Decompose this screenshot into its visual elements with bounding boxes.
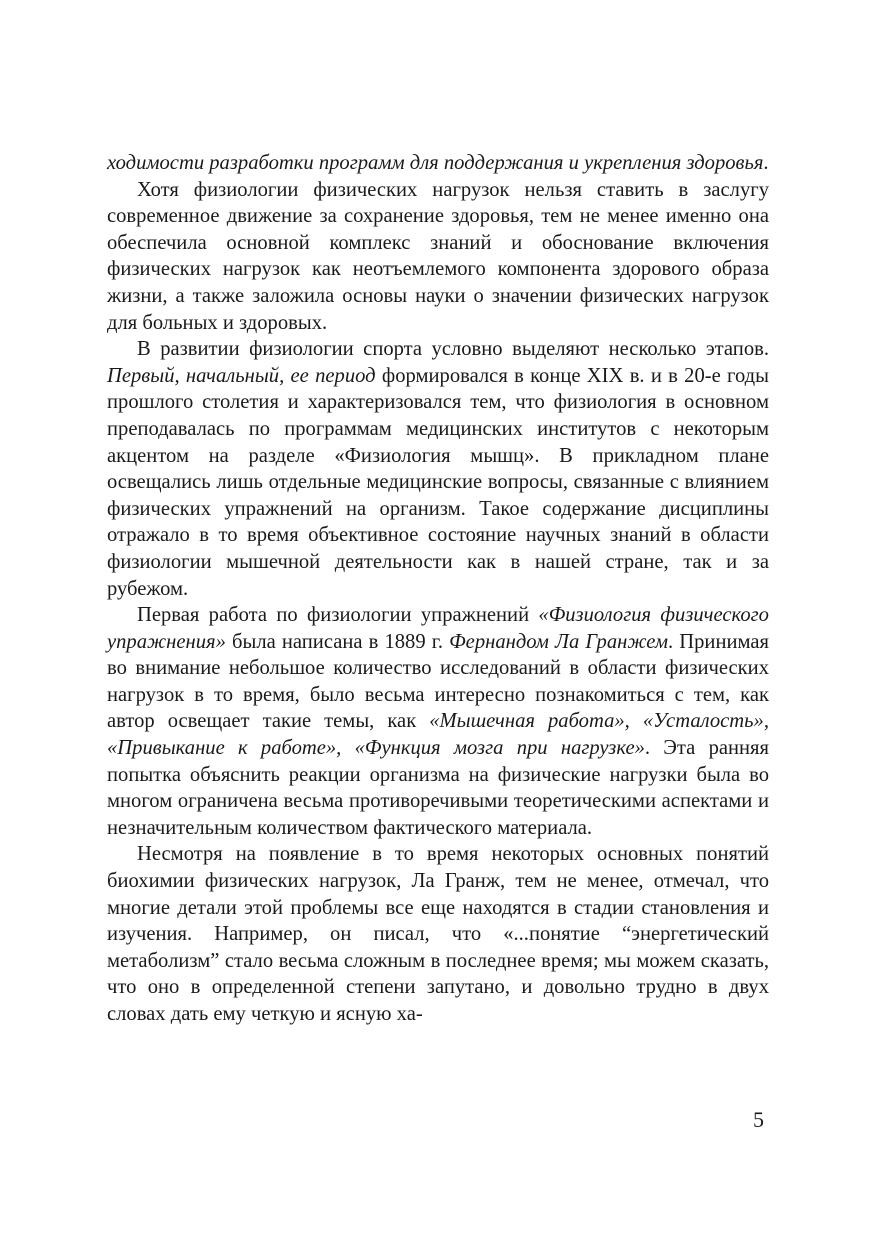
- paragraph-3-segment-1: В развитии физиологии спорта условно выделяют несколько этапов.: [137, 338, 769, 361]
- paragraph-4-segment-2: «Физиология физического упражнения»: [107, 604, 769, 653]
- paragraph-1-segment-2: .: [763, 152, 769, 174]
- paragraph-3: [107, 336, 769, 602]
- paragraph-1-segment-1: ходимости разработки программ для поддержания и укрепления здоровья: [107, 152, 764, 174]
- paragraph-4-segment-7: . Эта ранняя попытка объяснить реакции организма на физические нагрузки была во многом ограничена весьма противоречивыми теоретическими аспектами и незначительным количеством фактического материала.: [107, 737, 769, 839]
- paragraph-4-segment-3: была написана в 1889 г.: [225, 630, 450, 653]
- paragraph-5: [107, 841, 769, 1027]
- paragraph-4-segment-4: Фернандом Ла Гранжем: [449, 630, 668, 653]
- paragraph-4-segment-6: «Мышечная работа», «Усталость», «Привыкание к работе», «Функция мозга при нагрузке»: [107, 710, 769, 760]
- paragraph-3-segment-3: формировался в конце XIX в. и в 20-е годы прошлого столетия и характеризовался тем, что физиология в основном преподавалась по программам медицинских институтов с некоторым акцентом на разделе «Физиология мышц». В прикладном плане освещались лишь отдельные медицинские вопросы, связанные с влиянием физических упражнений на организм. Такое содержание дисциплины отражало в то время объективное состояние научных знаний в области физиологии мышечной деятельности как в нашей стране, так и за рубежом.: [107, 364, 769, 600]
- paragraph-2-segment-1: Хотя физиологии физических нагрузок нельзя ставить в заслугу современное движение за сохранение здоровья, тем не менее именно она обеспечила основной комплекс знаний и обоснование включения физических нагрузок как неотъемлемого компонента здорового образа жизни, а также заложила основы науки о значении физических нагрузок для больных и здоровых.: [107, 178, 769, 334]
- page-body: [107, 150, 769, 1028]
- paragraph-3-segment-2: Первый, начальный, ее период: [107, 364, 376, 387]
- paragraph-4: [107, 602, 769, 841]
- paragraph-4-segment-5: . Принимая во внимание небольшое количество исследований в области физических нагрузок в то время, было весьма интересно познакомиться с тем, как автор освещает такие темы, как: [107, 630, 769, 733]
- paragraph-5-segment-1: Несмотря на появление в то время некоторых основных понятий биохимии физических нагрузок, Ла Гранж, тем не менее, отмечал, что многие детали этой проблемы все еще находятся в стадии становления и изучения. Например, он писал, что «...понятие “энергетический метаболизм” стало весьма сложным в последнее время; мы можем сказать, что оно в определенной степени запутано, и довольно трудно в двух словах дать ему четкую и ясную ха-: [107, 843, 769, 1025]
- paragraph-4-segment-1: Первая работа по физиологии упражнений: [137, 604, 539, 627]
- paragraph-1: [107, 150, 769, 177]
- paragraph-2: [107, 177, 769, 337]
- page-number: 5: [753, 1107, 764, 1132]
